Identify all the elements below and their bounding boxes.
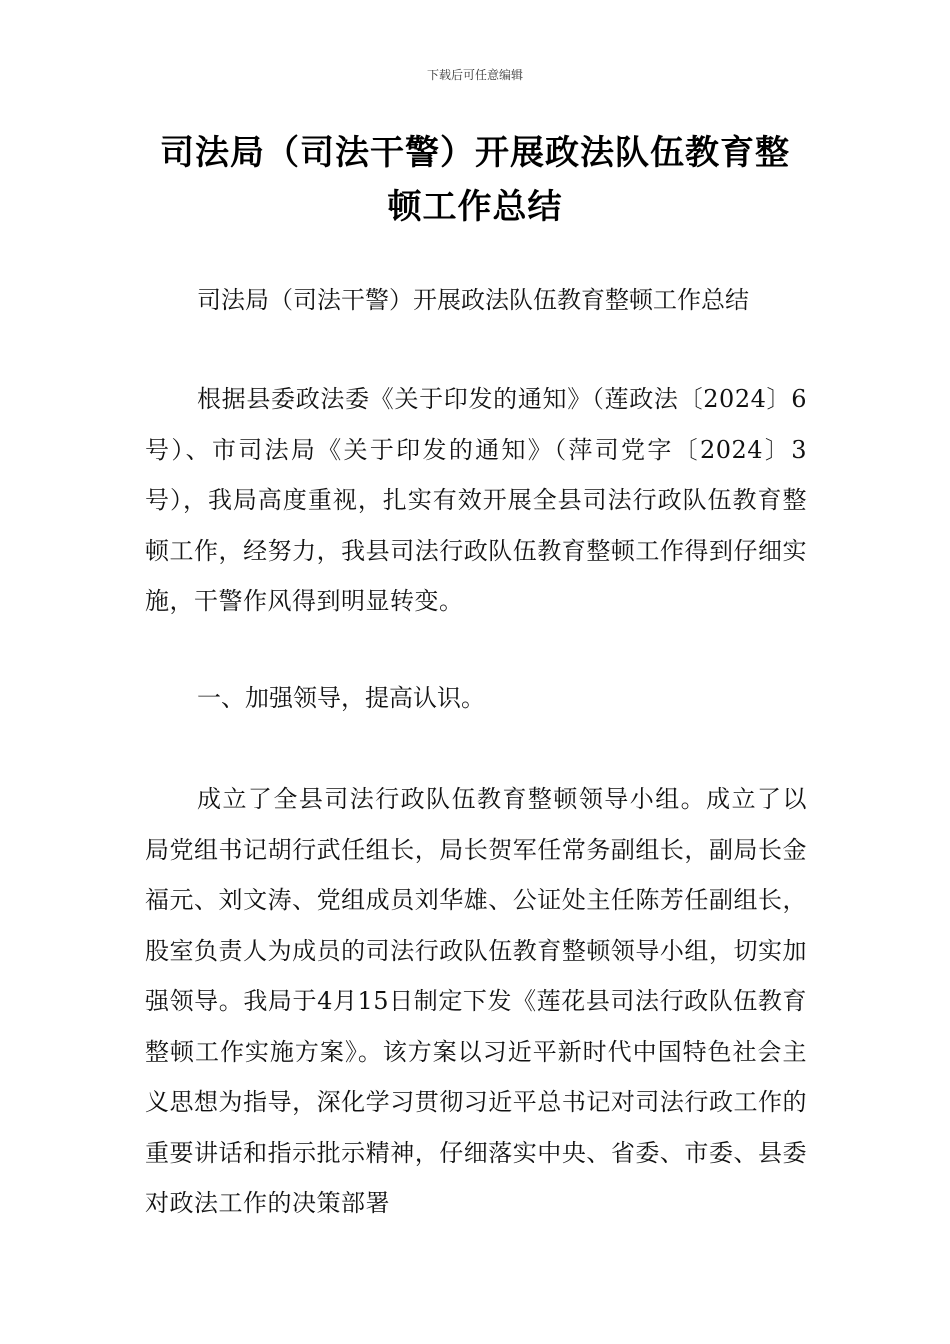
document-title [145,126,805,234]
header-note: 下载后可任意编辑 [426,68,523,82]
title-line-2: 顿工作总结 [387,187,563,227]
section-heading-1: 一、加强领导，提高认识。 [197,684,485,712]
paragraph-section-1: 成立了全县司法行政队伍教育整顿领导小组。成立了以局党组书记胡行武任组长，局长贺军任常务副组长，副局长金福元、刘文涛、党组成员刘华雄、公证处主任陈芳任副组长，股室负责人为成员的司法行政队伍教育整顿领导小组，切实加强领导。我局于4月15日制定下发《莲花县司法行政队伍教育整顿工作实施方案》。该方案以习近平新时代中国特色社会主义思想为指导，深化学习贯彻习近平总书记对司法行政工作的重要讲话和指示批示精神，仔细落实中央、省委、市委、县委对政法工作的决策部署 [145,785,807,1217]
title-line-1: 司法局（司法干警）开展政法队伍教育整 [160,133,790,173]
paragraph-intro: 根据县委政法委《关于印发的通知》（莲政法〔2024〕6号）、市司法局《关于印发的通知》（萍司党字〔2024〕3号），我局高度重视，扎实有效开展全县司法行政队伍教育整顿工作，经努力，我县司法行政队伍教育整顿工作得到仔细实施，干警作风得到明显转变。 [145,385,807,615]
document-subtitle: 司法局（司法干警）开展政法队伍教育整顿工作总结 [197,286,749,314]
